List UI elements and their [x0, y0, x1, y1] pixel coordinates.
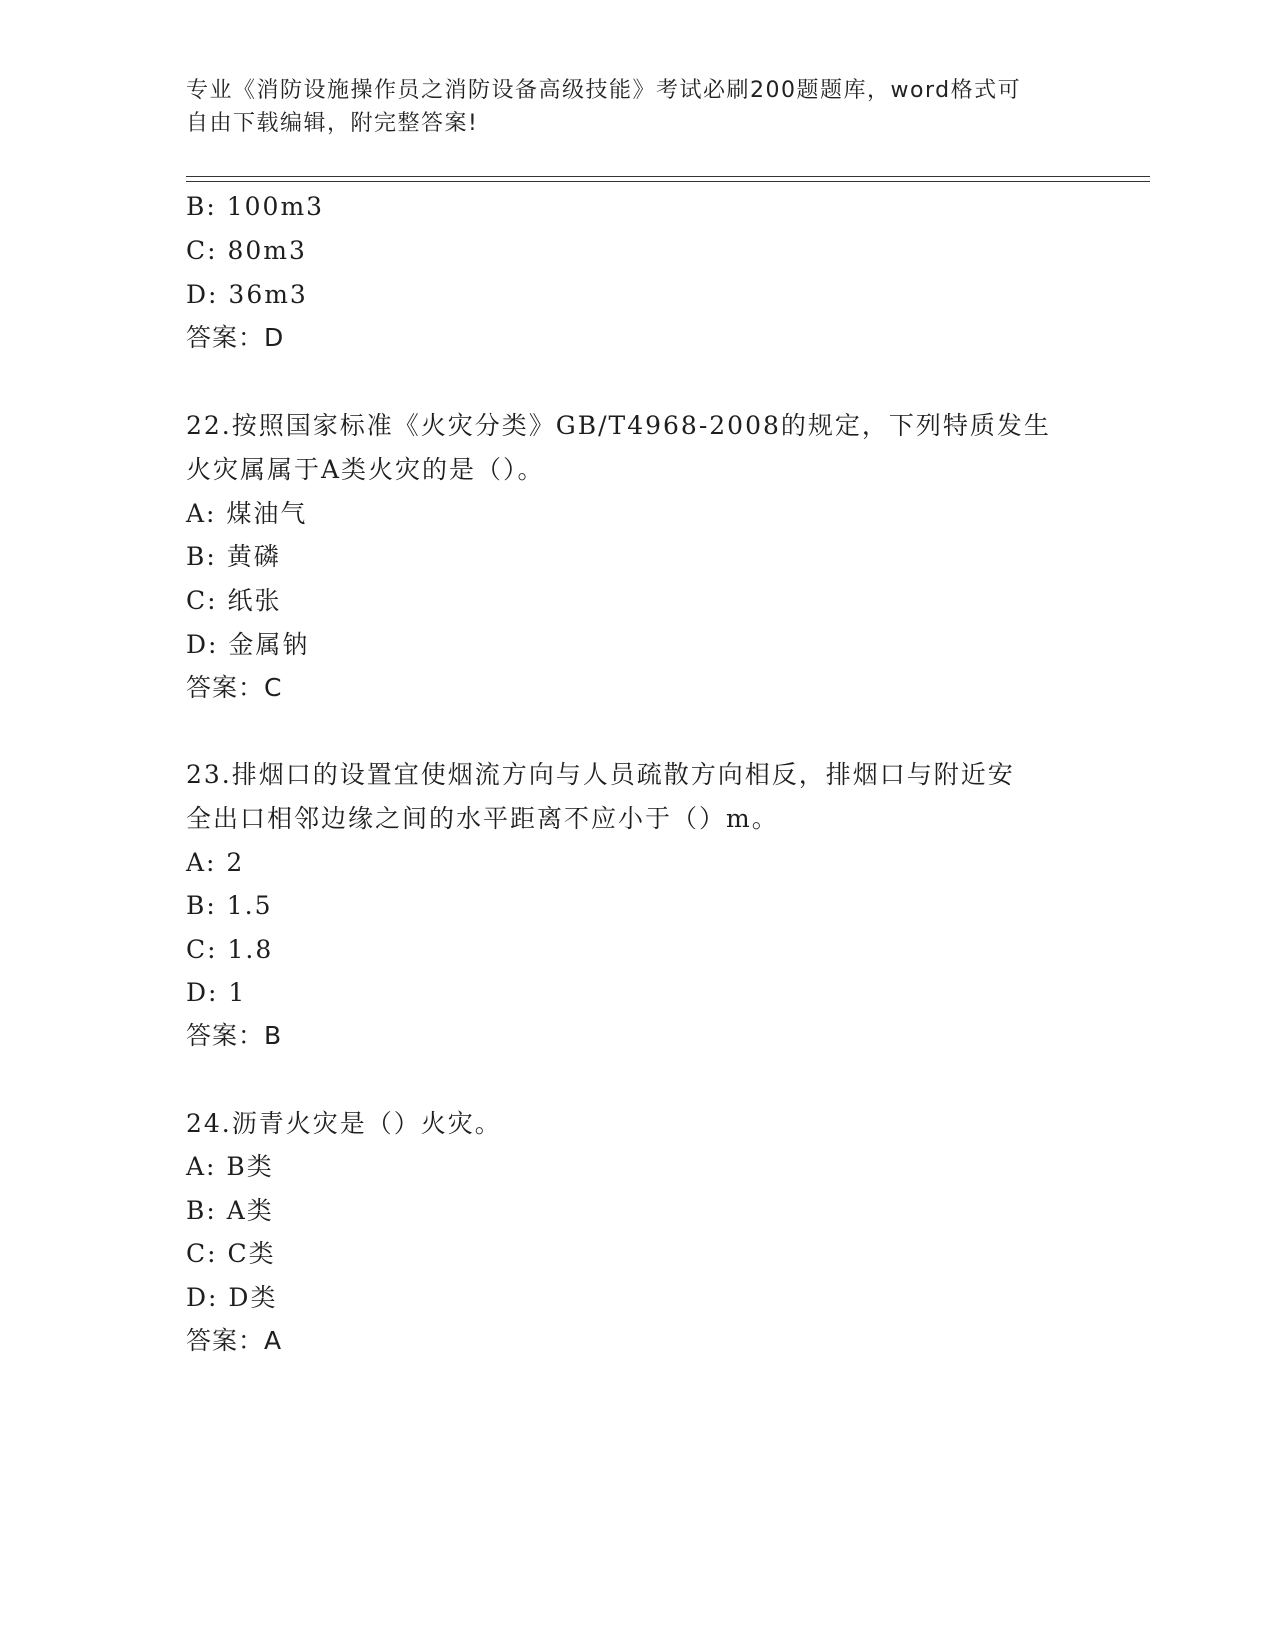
- option-c: C: 1.8: [186, 935, 274, 964]
- answer-label: 答案：A: [186, 1326, 283, 1355]
- question-stem-line-1: 23.排烟口的设置宜使烟流方向与人员疏散方向相反，排烟口与附近安: [186, 760, 1015, 789]
- option-a: A: 2: [186, 848, 245, 877]
- option-b: B: 1.5: [186, 891, 273, 920]
- option-d: D: 36m3: [186, 280, 308, 309]
- option-d: D: 金属钠: [186, 630, 310, 659]
- option-d: D: D类: [186, 1283, 278, 1312]
- option-c: C: C类: [186, 1239, 276, 1268]
- document-header: [186, 74, 1066, 140]
- header-divider-bottom: [186, 181, 1150, 182]
- question-stem-line-1: 24.沥青火灾是（）火灾。: [186, 1109, 502, 1138]
- header-line-2: 自由下载编辑，附完整答案!: [186, 111, 479, 136]
- option-c: C: 纸张: [186, 586, 282, 615]
- question-stem-line-2: 火灾属属于A类火灾的是（）。: [186, 455, 545, 484]
- option-d: D: 1: [186, 978, 247, 1007]
- option-b: B: 100m3: [186, 192, 325, 221]
- option-c: C: 80m3: [186, 236, 307, 265]
- option-a: A: B类: [186, 1152, 274, 1181]
- answer-label: 答案：B: [186, 1021, 283, 1050]
- answer-label: 答案：C: [186, 673, 283, 702]
- header-line-1: 专业《消防设施操作员之消防设备高级技能》考试必刷200题题库，word格式可: [186, 78, 1022, 103]
- header-divider-top: [186, 176, 1150, 177]
- answer-label: 答案：D: [186, 323, 285, 352]
- question-stem-line-1: 22.按照国家标准《火灾分类》GB/T4968-2008的规定，下列特质发生: [186, 411, 1051, 440]
- option-b: B: A类: [186, 1196, 274, 1225]
- question-stem-line-2: 全出口相邻边缘之间的水平距离不应小于（）m。: [186, 804, 779, 833]
- option-a: A: 煤油气: [186, 499, 308, 528]
- option-b: B: 黄磷: [186, 542, 281, 571]
